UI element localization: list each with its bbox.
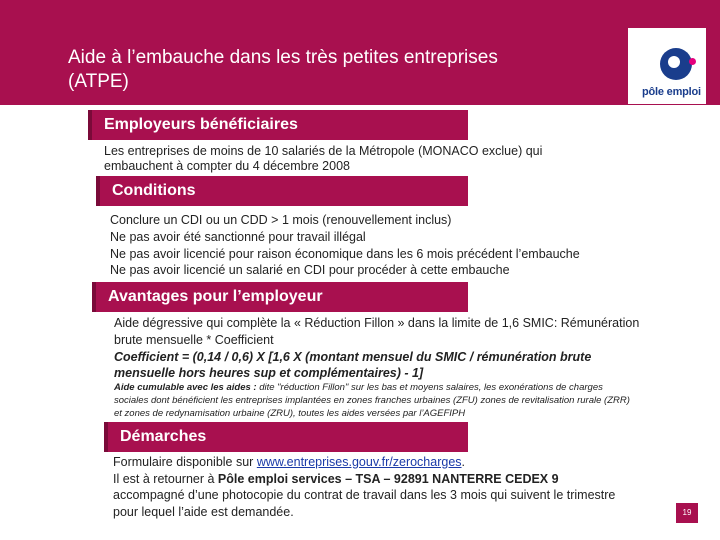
demarches-line-4: pour lequel l’aide est demandée. [113,504,294,519]
logo-e-icon [660,48,692,80]
conditions-list [110,212,690,279]
demarches-text [113,454,683,520]
title-line-1: Aide à l’embauche dans les très petites entreprises [68,47,498,68]
section-heading-employeurs: Employeurs bénéficiaires [88,110,468,140]
section-heading-demarches: Démarches [104,422,468,452]
demarches-line-1-post: . [461,455,466,469]
conditions-item: Ne pas avoir licencié un salarié en CDI pour procéder à cette embauche [110,263,510,278]
avantages-text [114,315,714,382]
conditions-item: Ne pas avoir été sanctionné pour travail illégal [110,229,366,244]
section-heading-avantages: Avantages pour l’employeur [92,282,468,312]
avantages-note-line-3: et zones de redynamisation urbaine (ZRU), toutes les aides versées par l’AGEFIPH [114,408,466,419]
conditions-item: Ne pas avoir licencié pour raison économique dans les 6 mois précédent l’embauche [110,246,580,261]
demarches-line-3: accompagné d’une photocopie du contrat de travail dans les 3 mois qui suivent le trimestre [113,488,616,502]
demarches-line-2-pre: Il est à retourner à [113,471,218,486]
avantages-note-line-2: sociales dont bénéficient les entreprises implantées en zones franches urbaines (ZFU) zones de revitalisation rurale (ZRR) [114,395,630,406]
avantages-formula-1: Coefficient = (0,14 / 0,6) X [1,6 X (montant mensuel du SMIC / rémunération brute [114,349,592,364]
avantages-note-line-1: dite "réduction Fillon" sur les bas et moyens salaires, les exonérations de charges [256,382,603,393]
employeurs-line-2: embauchent à compter du 4 décembre 2008 [104,158,350,173]
employeurs-line-1: Les entreprises de moins de 10 salariés de la Métropole (MONACO exclue) qui [104,144,543,158]
logo-dot-icon [689,58,696,65]
avantages-note-bold: Aide cumulable avec les aides : [114,382,257,393]
page-number: 19 [676,503,698,523]
avantages-note [114,381,719,420]
avantages-formula-2: mensuelle hors heures sup et complémentaires) - 1] [114,366,424,381]
title-line-2: (ATPE) [68,71,129,92]
conditions-item: Conclure un CDI ou un CDD > 1 mois (renouvellement inclus) [110,213,452,227]
zerocharges-link[interactable]: www.entreprises.gouv.fr/zerocharges [256,455,462,469]
section-heading-conditions: Conditions [96,176,468,206]
demarches-line-1-pre: Formulaire disponible sur [113,455,257,469]
demarches-address: Pôle emploi services – TSA – 92891 NANTERRE CEDEX 9 [217,471,559,486]
logo-text: pôle emploi [642,86,701,98]
page-title [68,46,588,94]
avantages-line-1: Aide dégressive qui complète la « Réduction Fillon » dans la limite de 1,6 SMIC: Rémunération [114,316,640,330]
avantages-line-2: brute mensuelle * Coefficient [114,332,274,347]
employeurs-text [104,144,664,173]
